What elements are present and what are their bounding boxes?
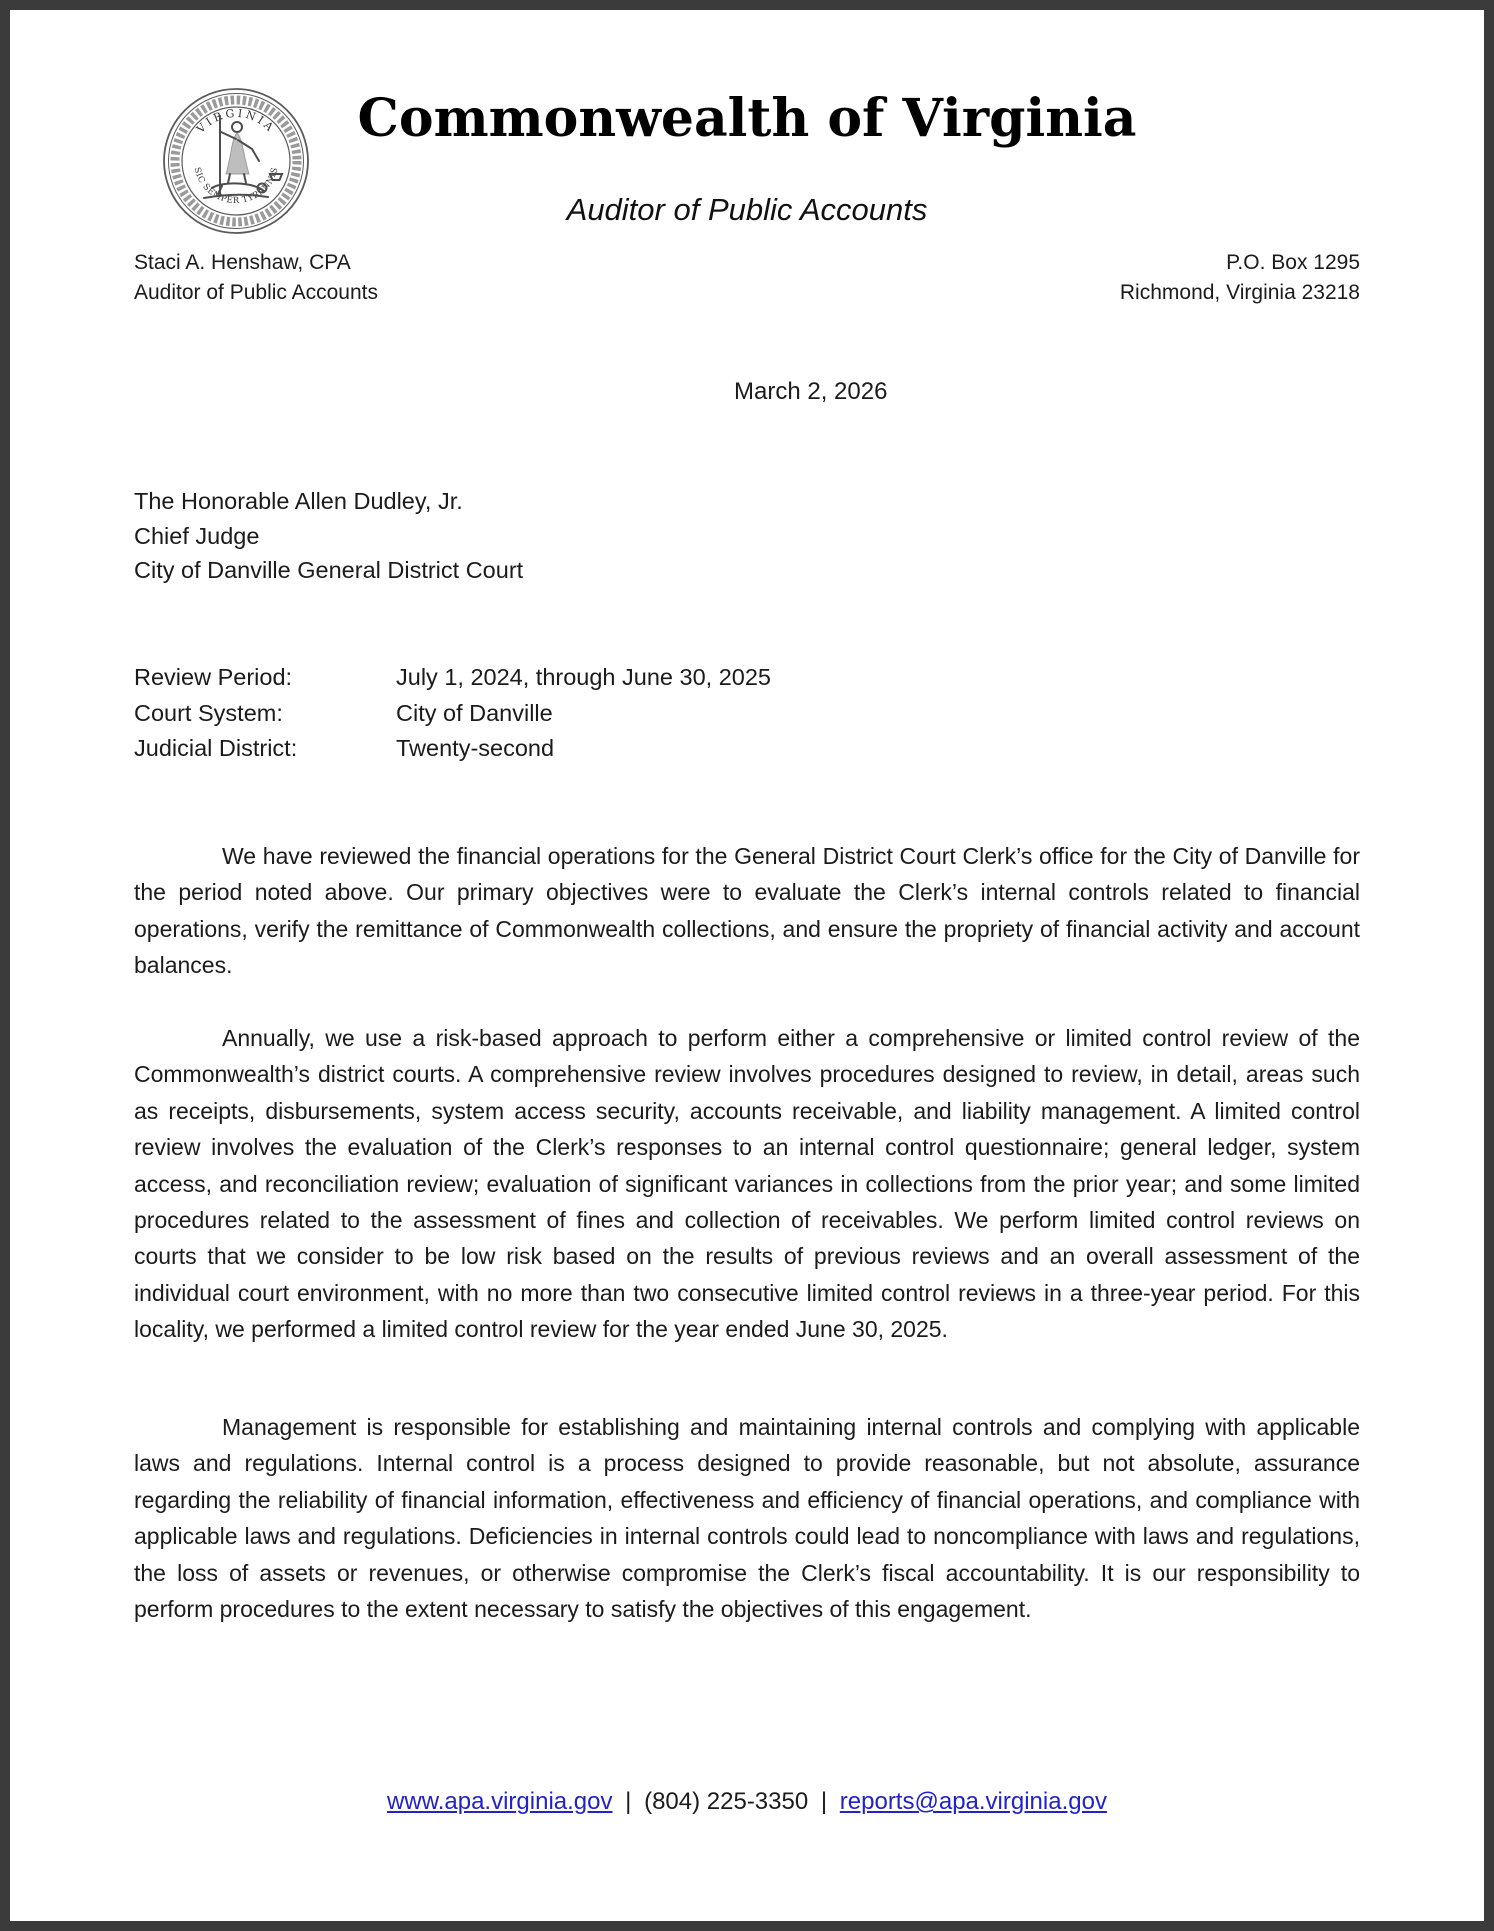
letterhead-contact-row bbox=[134, 248, 1360, 308]
court-system-label: Court System: bbox=[134, 699, 283, 726]
email-link[interactable]: reports@apa.virginia.gov bbox=[839, 1788, 1107, 1815]
seal-bottom-text: SIC SEMPER TYRANNIS bbox=[191, 166, 281, 207]
letter-footer bbox=[134, 1788, 1360, 1816]
paragraph-review-scope: We have reviewed the financial operations for the General District Court Clerk’s office for the City of Danville for the period noted above. Our primary objectives were to evaluate the Clerk’s internal controls related to financial operations, verify the remittance of Commonwealth collections, and ensure the propriety of financial activity and account balances. bbox=[134, 843, 1360, 979]
letterhead-org-name: Commonwealth of Virginia bbox=[357, 88, 1137, 149]
court-system-value: City of Danville bbox=[396, 699, 553, 726]
auditor-signature-block bbox=[134, 248, 378, 308]
letterhead-dept-name: Auditor of Public Accounts bbox=[566, 192, 928, 227]
letter-date: March 2, 2026 bbox=[734, 378, 888, 405]
review-details-table bbox=[134, 660, 771, 767]
address-line-1: P.O. Box 1295 bbox=[1226, 251, 1360, 274]
recipient-title: Chief Judge bbox=[134, 522, 260, 549]
recipient-organization: City of Danville General District Court bbox=[134, 557, 524, 583]
review-period-label: Review Period: bbox=[134, 664, 293, 690]
address-line-2: Richmond, Virginia 23218 bbox=[1119, 281, 1360, 304]
office-address-block bbox=[1120, 248, 1360, 308]
judicial-district-label: Judicial District: bbox=[134, 735, 298, 761]
review-period-value: July 1, 2024, through June 30, 2025 bbox=[396, 664, 771, 690]
footer-separator: | bbox=[820, 1788, 828, 1815]
phone-number: (804) 225-3350 bbox=[644, 1788, 809, 1815]
auditor-title: Auditor of Public Accounts bbox=[134, 281, 378, 304]
judicial-district-value: Twenty-second bbox=[396, 735, 555, 761]
website-link[interactable]: www.apa.virginia.gov bbox=[387, 1788, 613, 1815]
seal-top-text: VIRGINIA bbox=[194, 106, 278, 136]
footer-separator: | bbox=[625, 1788, 632, 1815]
recipient-name: The Honorable Allen Dudley, Jr. bbox=[134, 488, 463, 514]
recipient-block bbox=[134, 484, 523, 588]
paragraph-methodology: Annually, we use a risk-based approach to perform either a comprehensive or limited control review of the Commonwealth’s district courts. A comprehensive review involves procedures designed to review, in detail, areas such as receipts, disbursements, system access security, accounts receivable, and liability management. A limited control review involves the evaluation of the Clerk’s responses to an internal control questionnaire; general ledger, system access, and reconciliation review; evaluation of significant variances in collections from the prior year; and some limited procedures related to the assessment of fines and collection of receivables. We perform limited control reviews on courts that we consider to be low risk based on the results of previous reviews and an overall assessment of the individual court environment, with no more than two consecutive limited control reviews in a three-year period. For this locality, we performed a limited control review for the year ended June 30, 2025. bbox=[134, 1025, 1360, 1343]
paragraph-management-responsibility: Management is responsible for establishing and maintaining internal controls and complying with applicable laws and regulations. Internal control is a process designed to provide reasonable, but not absolute, assurance regarding the reliability of financial information, effectiveness and efficiency of financial operations, and compliance with applicable laws and regulations. Deficiencies in internal controls could lead to noncompliance with laws and regulations, the loss of assets or revenues, or otherwise compromise the Clerk’s fiscal accountability. It is our responsibility to perform procedures to the extent necessary to satisfy the objectives of this engagement. bbox=[134, 1414, 1360, 1623]
auditor-name: Staci A. Henshaw, CPA bbox=[134, 251, 351, 274]
